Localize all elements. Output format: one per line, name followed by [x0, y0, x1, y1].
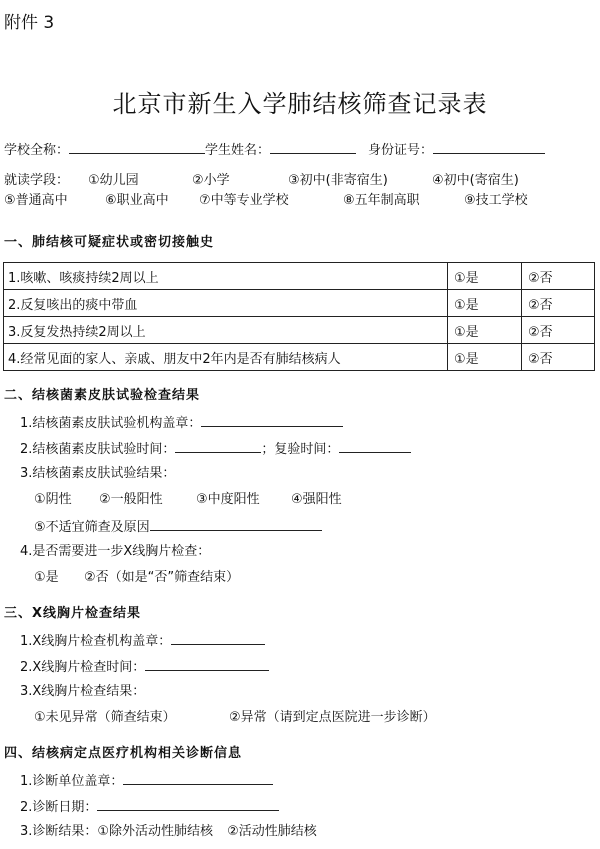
diagnosis-unit-field[interactable] [123, 770, 273, 785]
id-number-label: 身份证号： [368, 143, 434, 158]
diagnosis-result-active[interactable]: ②活动性肺结核 [227, 824, 317, 839]
section2-heading: 二、结核菌素皮肤试验检查结果 [4, 388, 201, 403]
xray-result-abnormal[interactable]: ②异常（请到定点医院进一步诊断） [229, 710, 436, 725]
section4-heading: 四、结核病定点医疗机构相关诊断信息 [4, 746, 243, 761]
student-name-field[interactable] [270, 139, 356, 154]
tst-recheck-field[interactable] [339, 438, 411, 453]
tst-result-strong-positive[interactable]: ④强阳性 [291, 492, 342, 507]
stage-option-vocational-high[interactable]: ⑥职业高中 [105, 193, 169, 208]
xray-needed-label: 4.是否需要进一步X线胸片检查： [20, 544, 211, 559]
stage-option-technical-school[interactable]: ⑨技工学校 [464, 193, 528, 208]
diagnosis-result-label: 3.诊断结果： [20, 824, 98, 839]
diagnosis-date-label: 2.诊断日期： [20, 800, 98, 815]
xray-time-row [20, 656, 269, 676]
answer-yes[interactable]: ①是 [448, 317, 522, 344]
xray-time-label: 2.X线胸片检查时间： [20, 660, 146, 675]
tst-institution-label: 1.结核菌素皮肤试验机构盖章： [20, 416, 202, 431]
answer-yes[interactable]: ①是 [448, 263, 522, 290]
xray-result-label: 3.X线胸片检查结果： [20, 684, 146, 699]
id-number-field[interactable] [433, 139, 545, 154]
diagnosis-result-row [20, 822, 317, 842]
diagnosis-unit-row [20, 770, 273, 790]
xray-institution-label: 1.X线胸片检查机构盖章： [20, 634, 172, 649]
stage-option-primary[interactable]: ②小学 [192, 173, 230, 188]
symptom-question: 4.经常见面的家人、亲戚、朋友中2年内是否有肺结核病人 [4, 344, 448, 371]
section3-heading: 三、X线胸片检查结果 [4, 606, 142, 621]
symptom-question: 1.咳嗽、咳痰持续2周以上 [4, 263, 448, 290]
tst-time-field[interactable] [175, 438, 261, 453]
answer-no[interactable]: ②否 [522, 344, 595, 371]
stage-option-kindergarten[interactable]: ①幼儿园 [88, 173, 139, 188]
answer-yes[interactable]: ①是 [448, 344, 522, 371]
tst-recheck-label: 复验时间： [274, 442, 340, 457]
table-row [4, 263, 595, 290]
tst-result-mild-positive[interactable]: ②一般阳性 [99, 492, 163, 507]
annex-label: 附件 3 [4, 13, 55, 33]
tst-unsuitable-row [34, 516, 322, 536]
stage-option-secondary-specialized[interactable]: ⑦中等专业学校 [199, 193, 289, 208]
table-row [4, 290, 595, 317]
stage-option-junior-boarding[interactable]: ④初中(寄宿生) [432, 173, 519, 188]
tst-time-row [20, 438, 411, 458]
stage-label: 就读学段： [4, 173, 70, 188]
symptom-table [3, 262, 595, 371]
stage-option-five-year-vocational[interactable]: ⑧五年制高职 [343, 193, 420, 208]
symptom-question: 2.反复咳出的痰中带血 [4, 290, 448, 317]
diagnosis-result-excluded[interactable]: ①除外活动性肺结核 [97, 824, 214, 839]
xray-institution-field[interactable] [171, 630, 265, 645]
diagnosis-date-row [20, 796, 279, 816]
diagnosis-date-field[interactable] [97, 796, 279, 811]
tst-result-moderate-positive[interactable]: ③中度阳性 [196, 492, 260, 507]
answer-no[interactable]: ②否 [522, 263, 595, 290]
xray-time-field[interactable] [145, 656, 269, 671]
tst-time-separator: ； [261, 442, 275, 457]
xray-needed-yes[interactable]: ①是 [34, 570, 59, 585]
diagnosis-unit-label: 1.诊断单位盖章： [20, 774, 124, 789]
stage-option-junior-day[interactable]: ③初中(非寄宿生) [288, 173, 388, 188]
tst-result-label: 3.结核菌素皮肤试验结果： [20, 466, 176, 481]
tst-result-negative[interactable]: ①阴性 [34, 492, 72, 507]
xray-needed-no[interactable]: ②否（如是“否”筛查结束） [84, 570, 240, 585]
xray-institution-row [20, 630, 265, 650]
tst-result-unsuitable[interactable]: ⑤不适宜筛查及原因 [34, 520, 150, 535]
tst-institution-field[interactable] [201, 412, 343, 427]
answer-yes[interactable]: ①是 [448, 290, 522, 317]
xray-result-normal[interactable]: ①未见异常（筛查结束） [34, 710, 176, 725]
tst-institution-row [20, 412, 343, 432]
answer-no[interactable]: ②否 [522, 290, 595, 317]
form-title: 北京市新生入学肺结核筛查记录表 [112, 90, 488, 118]
school-name-field[interactable] [69, 139, 205, 154]
table-row [4, 317, 595, 344]
basic-info-row [4, 139, 545, 159]
student-name-label: 学生姓名： [205, 143, 271, 158]
section1-heading: 一、肺结核可疑症状或密切接触史 [4, 235, 215, 250]
tst-unsuitable-reason-field[interactable] [150, 516, 322, 531]
table-row [4, 344, 595, 371]
symptom-question: 3.反复发热持续2周以上 [4, 317, 448, 344]
stage-option-senior-high[interactable]: ⑤普通高中 [4, 193, 68, 208]
school-label: 学校全称： [4, 143, 70, 158]
answer-no[interactable]: ②否 [522, 317, 595, 344]
tst-time-label: 2.结核菌素皮肤试验时间： [20, 442, 176, 457]
